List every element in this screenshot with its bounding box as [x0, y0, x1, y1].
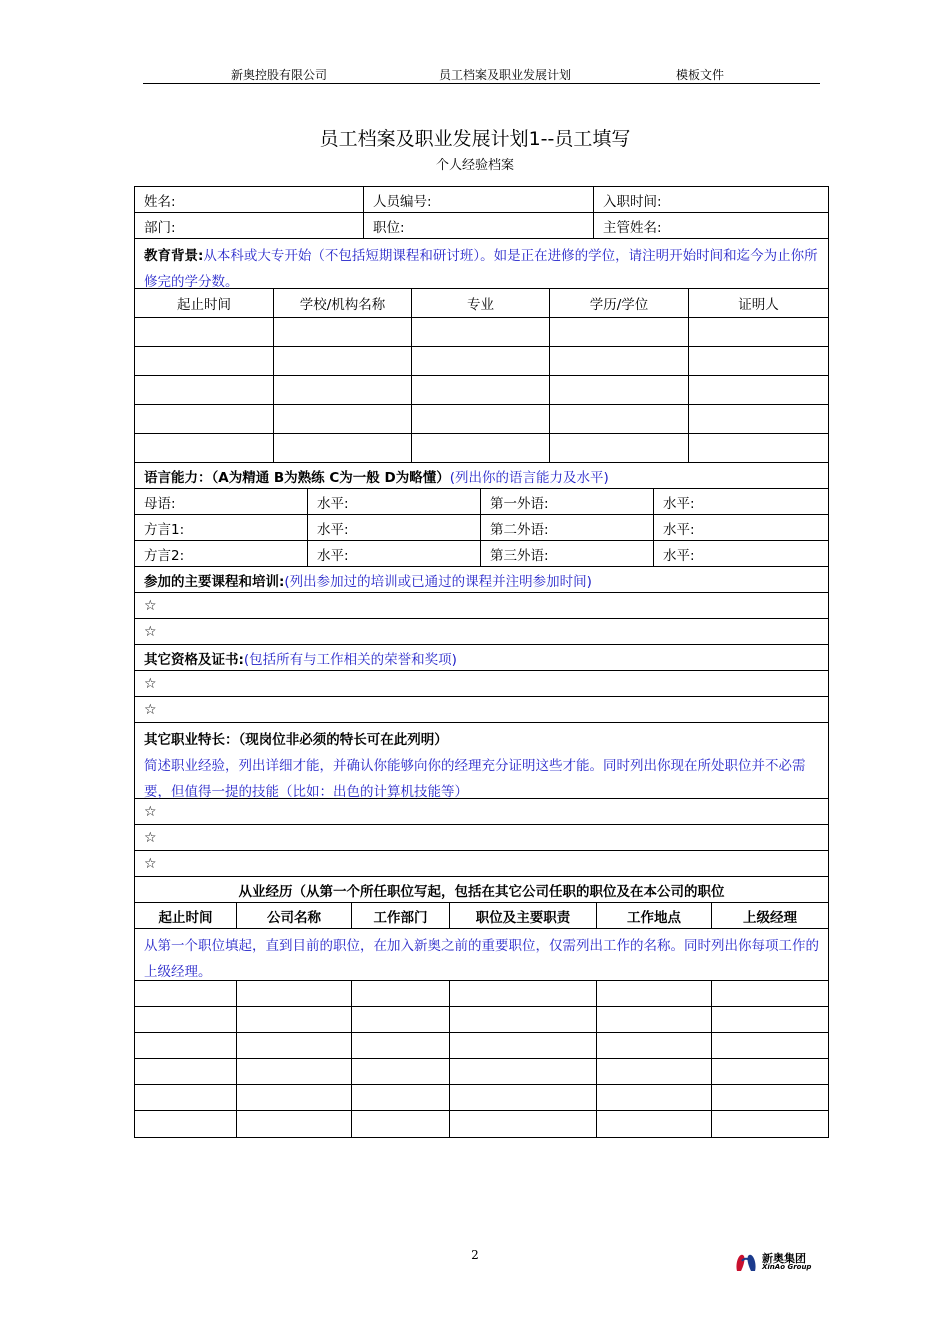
exp-cell[interactable] — [135, 1007, 237, 1032]
exp-cell[interactable] — [352, 1059, 450, 1084]
certificates-section-header — [135, 645, 828, 671]
experience-header-row — [135, 903, 828, 929]
dialect-1-field[interactable]: 方言1: — [135, 515, 308, 540]
exp-cell[interactable] — [135, 981, 237, 1006]
xinao-logo-icon — [733, 1249, 759, 1275]
first-foreign-language-field[interactable]: 第一外语: — [481, 489, 654, 514]
experience-heading: 从业经历（从第一个所任职位写起，包括在其它公司任职的职位及在本公司的职位 — [238, 883, 725, 900]
edu-col-major: 专业 — [412, 289, 550, 317]
page-number: 2 — [471, 1248, 479, 1262]
edu-cell[interactable] — [135, 405, 274, 433]
experience-row — [135, 1111, 828, 1137]
exp-cell[interactable] — [237, 1111, 352, 1137]
edu-cell[interactable] — [550, 376, 689, 404]
experience-row — [135, 1059, 828, 1085]
exp-cell[interactable] — [450, 981, 597, 1006]
edu-cell[interactable] — [135, 434, 274, 462]
second-foreign-language-field[interactable]: 第二外语: — [481, 515, 654, 540]
exp-cell[interactable] — [712, 1033, 828, 1058]
edu-cell[interactable] — [274, 376, 412, 404]
certificates-label: 其它资格及证书: — [144, 651, 244, 668]
exp-cell[interactable] — [135, 1111, 237, 1137]
training-row — [135, 619, 828, 645]
language-section-header — [135, 463, 828, 489]
edu-cell[interactable] — [135, 376, 274, 404]
exp-cell[interactable] — [712, 1085, 828, 1110]
logo-cn-text: 新奥集团 — [762, 1252, 806, 1265]
exp-cell[interactable] — [237, 1033, 352, 1058]
edu-cell[interactable] — [274, 347, 412, 375]
edu-cell[interactable] — [689, 405, 828, 433]
exp-cell[interactable] — [237, 1059, 352, 1084]
edu-col-period: 起止时间 — [135, 289, 274, 317]
education-header-row — [135, 289, 828, 318]
exp-col-position: 职位及主要职责 — [450, 903, 597, 928]
level-field[interactable]: 水平: — [663, 521, 695, 538]
education-row — [135, 405, 828, 434]
supervisor-field[interactable]: 主管姓名: — [603, 219, 662, 236]
exp-cell[interactable] — [450, 1033, 597, 1058]
hire-date-field[interactable]: 入职时间: — [603, 193, 662, 210]
page-subtitle: 个人经验档案 — [435, 158, 514, 173]
edu-cell[interactable] — [550, 347, 689, 375]
header-company: 新奥控股有限公司 — [231, 68, 328, 82]
certificates-note: (包括所有与工作相关的荣誉和奖项) — [243, 651, 457, 668]
level-field[interactable]: 水平: — [308, 515, 481, 540]
edu-cell[interactable] — [689, 434, 828, 462]
exp-cell[interactable] — [712, 981, 828, 1006]
exp-cell[interactable] — [450, 1085, 597, 1110]
exp-cell[interactable] — [712, 1059, 828, 1084]
exp-cell[interactable] — [597, 981, 712, 1006]
exp-cell[interactable] — [237, 981, 352, 1006]
training-row — [135, 593, 828, 619]
basic-info-row-2 — [135, 213, 828, 239]
skill-row — [135, 851, 828, 877]
edu-cell[interactable] — [550, 405, 689, 433]
education-label: 教育背景: — [144, 248, 204, 264]
language-row — [135, 541, 828, 567]
edu-col-witness: 证明人 — [738, 297, 779, 313]
exp-cell[interactable] — [597, 1059, 712, 1084]
exp-col-period: 起止时间 — [135, 903, 237, 928]
exp-cell[interactable] — [352, 1085, 450, 1110]
position-field[interactable]: 职位: — [364, 213, 594, 238]
exp-cell[interactable] — [597, 1007, 712, 1032]
experience-form — [134, 186, 829, 1138]
skill-item[interactable]: ☆ — [144, 855, 157, 872]
edu-cell[interactable] — [412, 318, 550, 346]
exp-cell[interactable] — [237, 1007, 352, 1032]
exp-col-location: 工作地点 — [597, 903, 712, 928]
edu-cell[interactable] — [412, 347, 550, 375]
skills-section-header — [135, 723, 828, 799]
edu-cell[interactable] — [412, 376, 550, 404]
edu-cell[interactable] — [135, 347, 274, 375]
education-row — [135, 376, 828, 405]
exp-cell[interactable] — [597, 1111, 712, 1137]
exp-cell[interactable] — [352, 1033, 450, 1058]
exp-col-manager: 上级经理 — [743, 909, 797, 926]
level-field[interactable]: 水平: — [308, 489, 481, 514]
training-heading — [135, 567, 828, 592]
skill-row — [135, 825, 828, 851]
dialect-2-field[interactable]: 方言2: — [135, 541, 308, 566]
edu-cell[interactable] — [135, 318, 274, 346]
company-logo — [733, 1248, 811, 1276]
training-section-header — [135, 567, 828, 593]
experience-row — [135, 1007, 828, 1033]
page-header — [143, 64, 820, 84]
skill-item[interactable]: ☆ — [144, 829, 157, 846]
language-heading — [135, 463, 828, 488]
third-foreign-language-field[interactable]: 第三外语: — [481, 541, 654, 566]
edu-cell[interactable] — [550, 434, 689, 462]
edu-cell[interactable] — [689, 318, 828, 346]
edu-cell[interactable] — [274, 434, 412, 462]
certificate-item[interactable]: ☆ — [144, 675, 157, 692]
exp-cell[interactable] — [450, 1111, 597, 1137]
experience-section-header — [135, 877, 828, 903]
edu-cell[interactable] — [689, 347, 828, 375]
name-field[interactable]: 姓名: — [135, 187, 364, 212]
exp-col-department: 工作部门 — [352, 903, 450, 928]
edu-cell[interactable] — [689, 376, 828, 404]
basic-info-row-1 — [135, 187, 828, 213]
exp-cell[interactable] — [352, 1007, 450, 1032]
certificates-heading — [135, 645, 828, 670]
edu-cell[interactable] — [412, 434, 550, 462]
exp-cell[interactable] — [450, 1059, 597, 1084]
language-row — [135, 515, 828, 541]
language-label: 语言能力：（A为精通 B为熟练 C为一般 D为略懂） — [144, 469, 450, 486]
edu-col-degree: 学历/学位 — [550, 289, 689, 317]
level-field[interactable]: 水平: — [663, 547, 695, 564]
edu-cell[interactable] — [274, 318, 412, 346]
edu-cell[interactable] — [412, 405, 550, 433]
exp-cell[interactable] — [352, 981, 450, 1006]
education-note: 从本科或大专开始（不包括短期课程和研讨班）。如是正在进修的学位，请注明开始时间和迄今为止你所修完的学分数。 — [144, 248, 818, 290]
skill-item[interactable]: ☆ — [144, 803, 157, 820]
training-item[interactable]: ☆ — [144, 597, 157, 614]
edu-col-school: 学校/机构名称 — [274, 289, 412, 317]
education-section-header — [135, 239, 828, 289]
logo-en-text: XinAo Group — [762, 1263, 812, 1271]
edu-cell[interactable] — [274, 405, 412, 433]
staff-no-field[interactable]: 人员编号: — [364, 187, 594, 212]
exp-cell[interactable] — [597, 1085, 712, 1110]
level-field[interactable]: 水平: — [663, 495, 695, 512]
skills-label: 其它职业特长：（现岗位非必须的特长可在此列明） — [144, 732, 448, 748]
education-row — [135, 318, 828, 347]
experience-row — [135, 981, 828, 1007]
certificate-item[interactable]: ☆ — [144, 701, 157, 718]
exp-cell[interactable] — [712, 1111, 828, 1137]
skills-note: 简述职业经验，列出详细才能，并确认你能够向你的经理充分证明这些才能。同时列出你现在所处职位并不必需要，但值得一提的技能（比如：出色的计算机技能等） — [144, 758, 806, 800]
training-label: 参加的主要课程和培训: — [144, 573, 285, 590]
page-title: 员工档案及职业发展计划1--员工填写 — [319, 128, 631, 150]
education-row — [135, 434, 828, 463]
native-language-field[interactable]: 母语: — [135, 489, 308, 514]
training-note: (列出参加过的培训或已通过的课程并注明参加时间) — [284, 573, 592, 590]
experience-note: 从第一个职位填起，直到目前的职位，在加入新奥之前的重要职位，仅需列出工作的名称。同时列出你每项工作的上级经理。 — [135, 929, 828, 981]
exp-cell[interactable] — [712, 1007, 828, 1032]
header-doc-title: 员工档案及职业发展计划 — [439, 68, 572, 82]
experience-row — [135, 1085, 828, 1111]
exp-cell[interactable] — [135, 1085, 237, 1110]
level-field[interactable]: 水平: — [308, 541, 481, 566]
exp-col-company: 公司名称 — [237, 903, 352, 928]
education-row — [135, 347, 828, 376]
certificate-row — [135, 697, 828, 723]
edu-cell[interactable] — [550, 318, 689, 346]
training-item[interactable]: ☆ — [144, 623, 157, 640]
skill-row — [135, 799, 828, 825]
exp-cell[interactable] — [597, 1033, 712, 1058]
certificate-row — [135, 671, 828, 697]
exp-cell[interactable] — [237, 1085, 352, 1110]
exp-cell[interactable] — [450, 1007, 597, 1032]
dept-field[interactable]: 部门: — [135, 213, 364, 238]
exp-cell[interactable] — [352, 1111, 450, 1137]
header-doc-type: 模板文件 — [676, 68, 725, 82]
exp-cell[interactable] — [135, 1033, 237, 1058]
exp-cell[interactable] — [135, 1059, 237, 1084]
language-row — [135, 489, 828, 515]
language-note: (列出你的语言能力及水平) — [449, 469, 609, 486]
experience-row — [135, 1033, 828, 1059]
